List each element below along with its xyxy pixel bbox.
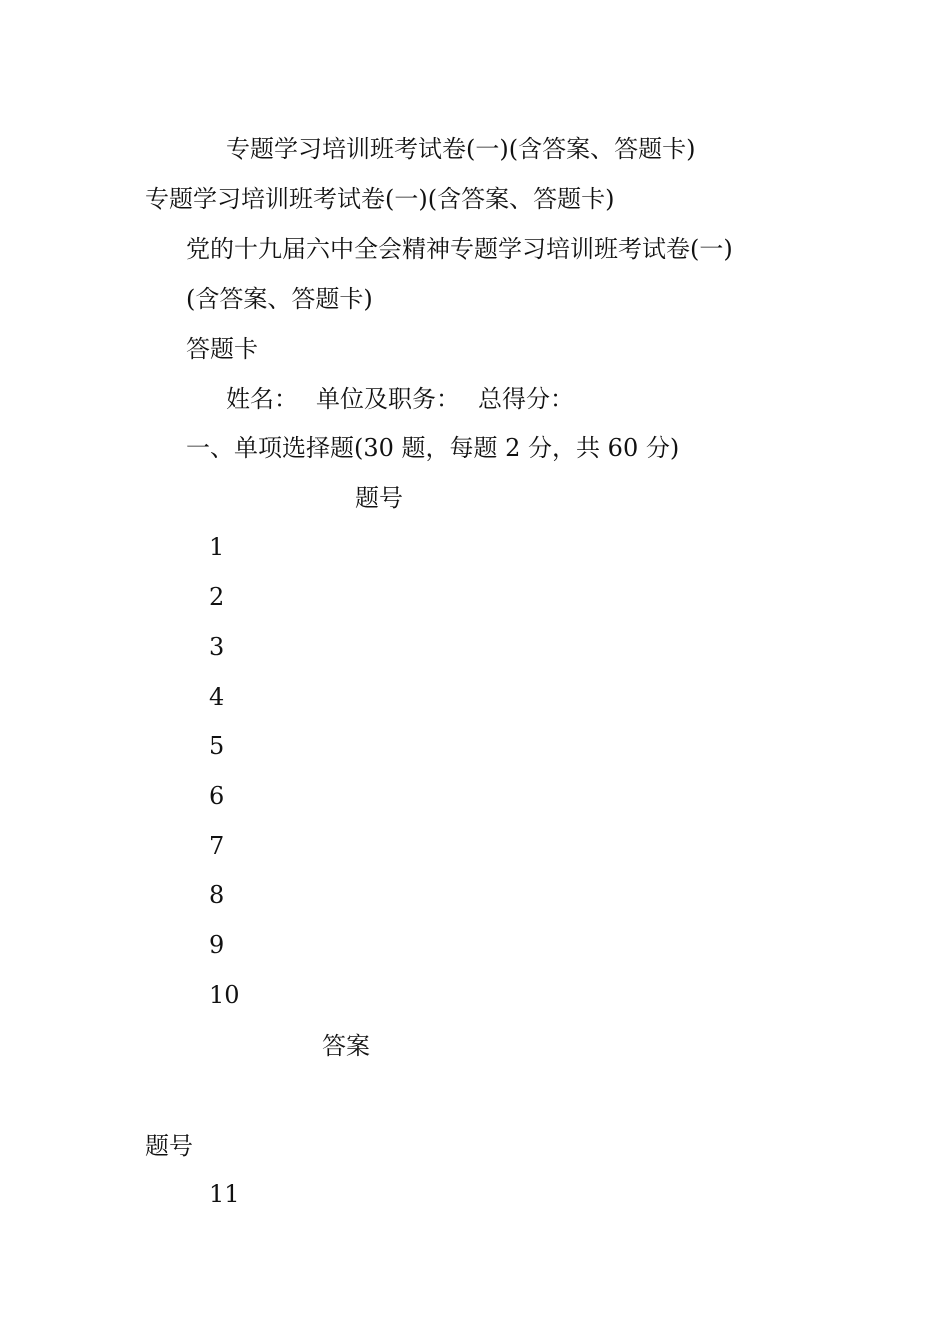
question-number: 8 — [209, 881, 225, 909]
unit-label: 单位及职务： — [316, 385, 460, 413]
section1-heading: 一、单项选择题(30 题，每题 2 分，共 60 分) — [186, 434, 680, 462]
number-header: 题号 — [355, 484, 403, 512]
question-number: 7 — [209, 832, 225, 860]
name-label: 姓名： — [226, 385, 298, 413]
question-number: 4 — [209, 683, 225, 711]
question-number: 6 — [209, 782, 225, 810]
number-header-2: 题号 — [145, 1132, 193, 1160]
question-number: 1 — [209, 533, 225, 561]
question-number: 3 — [209, 633, 225, 661]
question-number: 2 — [209, 583, 225, 611]
question-number: 9 — [209, 931, 225, 959]
full-title-line-1: 党的十九届六中全会精神专题学习培训班考试卷(一) — [186, 235, 733, 263]
question-number: 10 — [209, 981, 240, 1009]
score-label: 总得分： — [478, 385, 574, 413]
question-number: 5 — [209, 732, 225, 760]
question-number: 11 — [209, 1180, 240, 1208]
centered-title: 专题学习培训班考试卷(一)(含答案、答题卡) — [226, 135, 696, 163]
info-fields-row — [226, 384, 574, 414]
document-title: 专题学习培训班考试卷(一)(含答案、答题卡) — [145, 185, 615, 213]
answer-card-heading: 答题卡 — [186, 335, 258, 363]
full-title-line-2: (含答案、答题卡) — [186, 285, 373, 313]
answer-header: 答案 — [322, 1032, 370, 1060]
